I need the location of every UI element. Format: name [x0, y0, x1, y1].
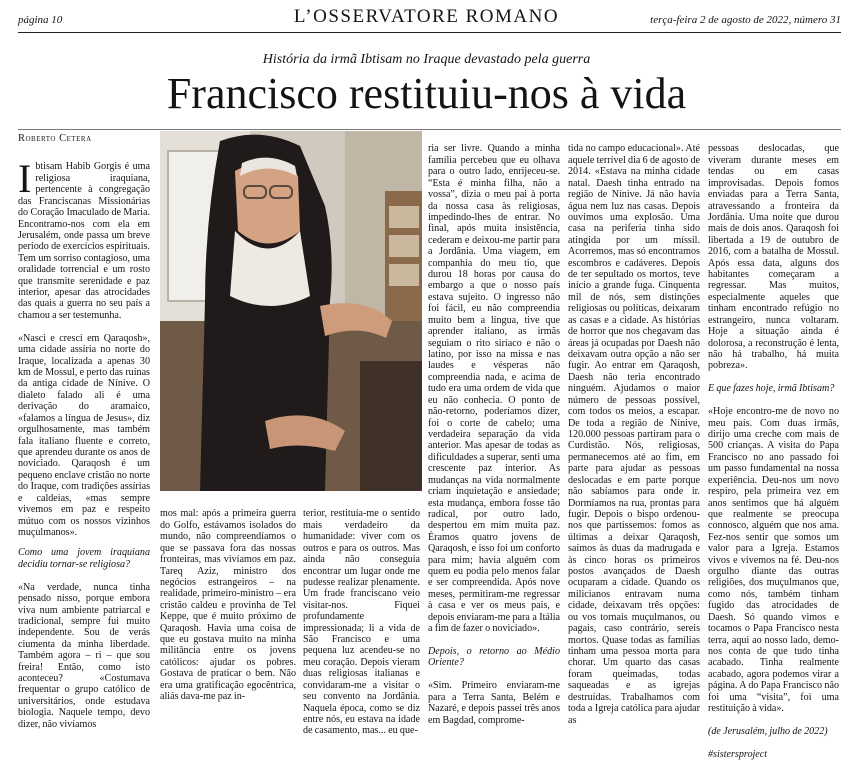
- column-6: [708, 132, 839, 760]
- nun-photo: [160, 131, 422, 491]
- column-2: [160, 497, 296, 716]
- column-1: [18, 150, 150, 538]
- author-byline: Roberto Cetera: [18, 133, 92, 144]
- paragraph: ria ser livre. Quando a minha família percebeu que eu olhava para o outro lado, enrijeceu-se. “Esta é minha filha, não a vossa”, dizia o meu pai à porta da nossa casa às religiosas, impedindo-lhes de entrar. No final, após muita insistência, cederam e deixou-me partir para a Jordânia. Uma viagem, em companhia do meu tio, que durou 18 horas por causa do embargo a que o nosso país estava sujeito. O ingresso não foi fácil, eu não compreendia muito bem a língua, tive que aprender italiano, as irmãs seguiam o rito siríaco e não o latino, por isso na missa e nas laudes e vésperas não compreendia nada, e acima de tudo era uma ordem de vida que eu não conhecia. O ponto de não-retorno, poderíamos dizer, foi o corte de cabelo; uma verdadeira separação da vida anterior. Mas apesar de todas as dificuldades a superar, senti uma crescente paz interior. As mudanças na vida normalmente criam inquietação e ansiedade; esta mudança, embora fosse tão radical, por outro lado, despertou em mim muita paz. Éramos quatro jovens de Qaraqosh, e isso foi um conforto para mim; havia alguém com quem eu podia pelo menos falar e ser compreendida. Após nove meses, permitiram-me regressar à casa e ver os meus pais, e depois enviaram-me para a Itália a fim de fazer o noviciado».: [428, 143, 560, 635]
- column-4: [428, 132, 560, 726]
- photo-illustration: [160, 131, 422, 491]
- paragraph: mos mal: após a primeira guerra do Golfo, estávamos isolados do mundo, não compreendíamos o que se passava fora das nossas fronteiras, mas vivíamos em paz. Tareq Aziz, ministro dos negócios estrangeiros – na realidade, primeiro-ministro – era cristão caldeu e provinha de Tel Keppe, que é muito próximo de Qaraqosh. Havia uma coisa de que eu gostava muito na minha militância entre os jovens católicos: ajudar os pobres. Gostava de praticar o bem. Não era uma gratificação egocêntrica, aliás dava-me paz in-: [160, 508, 296, 703]
- issue-date: terça-feira 2 de agosto de 2022, número 31: [650, 14, 841, 26]
- interview-question: Depois, o retorno ao Médio Oriente?: [428, 645, 560, 669]
- paragraph: btisam Habib Gorgis é uma religiosa iraquiana, pertencente à congregação das Franciscanas Missionárias do Coração Imaculado de Maria. Encontramo-nos com ela em Jerusalém, onde passa um breve período de exercícios espirituais. Tem um sorriso contagioso, uma oralidade torrencial e um rosto que transmite serenidade e paz interior, apesar das atrocidades das quais a guerra no seu país a chamou a ser testemunha.: [18, 161, 150, 321]
- drop-cap: I: [18, 156, 32, 202]
- paragraph: tida no campo educacional». Até aquele terrível dia 6 de agosto de 2014. «Estava na minha cidade natal. Daesh tinha entrado na região de Nínive. Já não havia água nem luz nas casas. Depois ouvimos uma explosão. Uma casa na periferia tinha sido atingida por um míssil. Acorremos, mas só encontramos escombros e cadáveres. Depois de ter sepultado os mortos, teve início a grande fuga. Cinquenta mil de nós, sem distinções religiosas ou políticas, deixaram as casas e a cidade. As histórias de horror que nos chegavam das áreas já ocupadas por Daesh não deixavam outra opção a não ser fugir. Ao entrar em Qaraqosh, Daesh não teria encontrado ninguém. Ajudamos o maior número de pessoas possível, com todos os meios, a escapar. De toda a região de Nínive, 120.000 pessoas partiram para o Curdistão. Nós, religiosas, permanecemos até ao fim, em parte para ajudar as pessoas deslocadas e em parte porque não sabíamos para onde ir. Dormíamos na rua, prontas para fugir. Depois o bispo ordenou-nos que partíssemos: fomos as últimas a deixar Qaraqosh, saímos às duas da madrugada e às cinco horas os primeiros postos avançados de Daesh ocuparam a cidade. Quando os milicianos entravam numa cidade, deixavam três opções: ou vos tornais muçulmanos, ou pagais, caso contrário, sereis mortos. Quase todas as famílias tinham uma pessoa morta para chorar. Um quarto das casas foram queimadas, todas saqueadas e as igrejas destruídas. Trabalhamos com toda a Igreja católica para ajudar as: [568, 143, 700, 726]
- article-headline: Francisco restituiu-nos à vida: [166, 69, 687, 118]
- column-3: [303, 497, 420, 737]
- paragraph: «Sim. Primeiro enviaram-me para a Terra Santa, Belém e Nazaré, e depois passei três anos em Bagdad, comprome-: [428, 680, 560, 726]
- page-number: página 10: [18, 14, 63, 26]
- column-1-lower: [18, 536, 150, 730]
- paragraph: «Nasci e cresci em Qaraqosh», uma cidade assíria no norte do Iraque, localizada a apenas 30 km de Mossul, e perto das ruínas da antiga cidade de Nínive. O dialeto falado ali é uma derivação do aramaico, «falamos a língua de Jesus», diz orgulhosamente, mas também fala italiano fluente e correto, que aprendeu durante os anos de noviciado. Qaraqosh é um pequeno enclave cristão no norte do Iraque, com tradições assírias e caldeias, «mas sempre vivemos em paz e respeito mútuo com os nossos vizinhos muçulmanos».: [18, 332, 150, 538]
- hashtag: #sistersproject: [708, 748, 768, 760]
- article-kicker: História da irmã Ibtisam no Iraque devastado pela guerra: [262, 52, 591, 67]
- paragraph: pessoas deslocadas, que viveram durante meses em tendas ou em casas improvisadas. Depois fomos enviadas para a Terra Santa, atravessando a fronteira da Jordânia. Uma noite que durou mais de dois anos. Qaraqosh foi libertada a 19 de outubro de 2016, com a batalha de Mossul. Após essa data, alguns dos habitantes começaram a regressar. Mas muitos, especialmente aqueles que tinham encontrado refúgio no estrangeiro, nunca voltaram. Hoje a situação ainda é dolorosa, a reconstrução é lenta, não há trabalho, há muita pobreza».: [708, 143, 839, 372]
- interview-question: E que fazes hoje, irmã Ibtisam?: [708, 383, 835, 395]
- masthead: L’OSSERVATORE ROMANO: [293, 6, 560, 27]
- interview-question: Como uma jovem iraquiana decidiu tornar-se religiosa?: [18, 547, 150, 570]
- paragraph: «Na verdade, nunca tinha pensado nisso, porque embora viva num ambiente patriarcal e tradicional, sempre fui muito independente. Sou de verás ciumenta da minha liberdade. Também agora – ri – que sou freira! Então, como isto aconteceu? «Costumava frequentar o grupo católico de universitários, onde estudava biologia. Naquele tempo, devo dizer, não vivíamos: [18, 581, 150, 730]
- column-5: [568, 132, 700, 726]
- header-rule: [18, 32, 841, 33]
- paragraph: «Hoje encontro-me de novo no meu país. Com duas irmãs, dirijo uma creche com mais de 500 crianças. A visita do Papa Francisco no ano passado foi um passo fundamental na nossa experiência. Deu-nos um novo respiro, pela primeira vez em anos sentimos que há alguém que realmente se preocupa connosco, alguém que nos ama. Fez-nos sentir que somos um valor para a Igreja. Estamos vivos e vivemos na fé. Deu-nos orgulho diante das outras religiões, dos muçulmanos que, como nós, também tinham fugido das atrocidades de Daesh. Só quando vimos e tocamos o Papa Francisco nesta terra, aqui ao nosso lado, demo-nos conta de que tudo tinha acabado. Tinha realmente acabado, agora podemos virar a página. A do Papa Francisco não foi uma “visita”, foi uma restituição à vida».: [708, 406, 839, 715]
- headline-rule: [18, 129, 841, 130]
- paragraph: terior, restituía-me o sentido mais verdadeiro da humanidade: viver com os outros e para os outros. Mas ainda não conseguia encontrar um lugar onde me pudesse realizar plenamente. Um frade franciscano veio visitar-nos. Fiquei profundamente impressionada; li a vida de São Francisco e uma pequena luz acendeu-se no meu coração. Depois vieram duas religiosas italianas e convidaram-me a visitar o seu convento na Jordânia. Naquela época, como se diz entre nós, eu estava na idade de casamento, mas... eu que-: [303, 508, 420, 737]
- dateline-signature: (de Jerusalém, julho de 2022): [708, 725, 828, 737]
